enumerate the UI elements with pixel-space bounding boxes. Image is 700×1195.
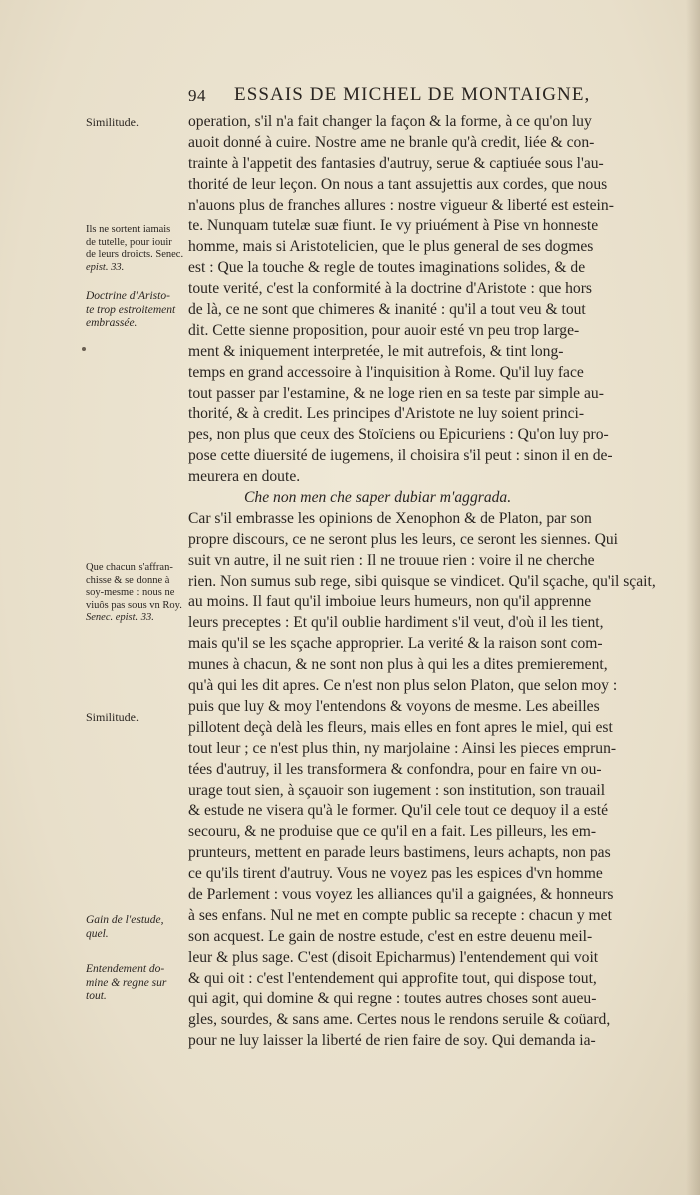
text-line: qui agit, qui domine & qui regne : toutes autres choses sont aueu-: [188, 990, 597, 1008]
text-line: propre discours, ce ne seront plus les leurs, ce seront les siennes. Qui: [188, 530, 619, 548]
text-line: auoit donné à cuire. Nostre ame ne branle qu'à credit, liée & con-: [188, 133, 595, 151]
text-line: gles, sourdes, & sans ame. Certes nous le rendons seruile & coüard,: [188, 1011, 611, 1029]
text-line: toute verité, c'est la conformité à la doctrine d'Aristote : que hors: [188, 280, 592, 298]
text-line: urage tout sien, à sçauoir son iugement : son institution, son trauail: [188, 781, 606, 799]
margin-note-similitude-2: Similitude.: [86, 711, 140, 724]
page-number: 94: [188, 86, 206, 105]
text-line: leur & plus sage. C'est (disoit Epicharmus) l'entendement qui voit: [188, 948, 599, 966]
text-line: pillotent deçà delà les fleurs, mais elles en font apres le miel, qui est: [188, 718, 613, 736]
page-gutter-shadow: [686, 0, 700, 1195]
text-line: dit. Cette sienne proposition, pour auoir esté vn peu trop large-: [188, 321, 580, 339]
margin-note-entendement: Entendement do- mine & regne sur tout.: [86, 963, 167, 1002]
text-line: tout leur ; ce n'est plus thin, ny marjolaine : Ainsi les pieces emprun-: [188, 739, 617, 757]
text-line: munes à chacun, & ne sont non plus à qui les a dites premierement,: [188, 656, 608, 674]
text-line: puis que luy & moy l'entendons & voyons de mesme. Les abeilles: [188, 697, 600, 715]
text-line: Car s'il embrasse les opinions de Xenophon & de Platon, par son: [188, 509, 592, 527]
text-line: homme, mais si Aristotelicien, que le plus general de ses dogmes: [188, 238, 594, 256]
text-line: pes, non plus que ceux des Stoïciens ou Epicuriens : Qu'on luy pro-: [188, 426, 609, 444]
text-line: ment & iniquement interpretée, le mit autrefois, & tint long-: [188, 342, 564, 360]
text-line: prunteurs, mettent en parade leurs bastimens, leurs achapts, non pas: [188, 844, 611, 862]
page-header: [188, 84, 648, 110]
text-line: tées d'autruy, il les transformera & confondra, pour en faire vn ou-: [188, 760, 602, 778]
text-line: temps en grand accessoire à l'inquisition à Rome. Qu'il luy face: [188, 363, 584, 381]
text-line: de là, ce ne sont que chimeres & inanité : qu'il a tout veu & tout: [188, 301, 586, 319]
text-line: te. Nunquam tutelæ suæ fiunt. Ie vy priuément à Pise vn honneste: [188, 217, 599, 235]
text-line: son acquest. Le gain de nostre estude, c'est en estre deuenu meil-: [188, 927, 593, 945]
margin-note-doctrine: Doctrine d'Aristo- te trop estroitement embrassée.: [86, 290, 176, 329]
text-line: de Parlement : vous voyez les alliances qu'il a gaignées, & honneurs: [188, 885, 614, 903]
margin-dot-mark: [82, 347, 86, 351]
margin-note-tutelle: Ils ne sortent iamais de tutelle, pour iouir de leurs droicts. Senec. epist. 33.: [86, 224, 184, 273]
text-line: suit vn autre, il ne suit rien : Il ne trouue rien : voire il ne cherche: [188, 551, 595, 569]
text-line: au moins. Il faut qu'il imboiue leurs humeurs, non qu'il apprenne: [188, 593, 592, 611]
text-line: qu'à qui les dit apres. Ce n'est non plus selon Platon, que selon moy :: [188, 677, 618, 695]
text-line: thorité, & à credit. Les principes d'Aristote ne luy soient princi-: [188, 405, 585, 423]
text-line: n'auons plus de franches allures : nostre vigueur & liberté est estein-: [188, 196, 614, 214]
verse-quotation: Che non men che saper dubiar m'aggrada.: [244, 489, 512, 507]
text-line: trainte à l'appetit des fantasies d'autruy, serue & captiuée sous l'au-: [188, 154, 604, 172]
text-line: est : Que la touche & regle de toutes imaginations solides, & de: [188, 259, 586, 277]
text-line: mais qu'il se les sçache approprier. La verité & la raison sont com-: [188, 635, 603, 653]
text-line: ce qu'ils tirent d'autruy. Vous ne voyez pas les espices d'vn homme: [188, 865, 603, 883]
text-line: tout passer par l'estamine, & ne loge rien en sa teste par simple au-: [188, 384, 604, 402]
text-line: secouru, & ne produise que ce qu'il en a fait. Les pilleurs, les em-: [188, 823, 597, 841]
text-line: & qui oit : c'est l'entendement qui approfite tout, qui dispose tout,: [188, 969, 597, 987]
text-line: pour ne luy laisser la liberté de rien faire de soy. Qui demanda ia-: [188, 1032, 596, 1050]
text-line: & estude ne visera qu'à le former. Qu'il cele tout ce dequoy il a esté: [188, 802, 609, 820]
text-line: operation, s'il n'a fait changer la façon & la forme, à ce qu'on luy: [188, 113, 592, 130]
text-line: à ses enfans. Nul ne met en compte public sa recepte : chacun y met: [188, 906, 612, 924]
text-line: meurera en doute.: [188, 468, 301, 486]
margin-note-gain: Gain de l'estude, quel.: [86, 914, 164, 940]
text-line: thorité de leur leçon. On nous a tant assujettis aux cordes, que nous: [188, 175, 608, 193]
main-text: [188, 112, 672, 1052]
margin-note-similitude-1: Similitude.: [86, 116, 140, 129]
text-line: leurs preceptes : Et qu'il oublie hardiment s'il veut, d'où il les tient,: [188, 614, 604, 632]
text-line: rien. Non sumus sub rege, sibi quisque se vindicet. Qu'il sçache, qu'il sçait,: [188, 572, 656, 590]
text-line: pose cette diuersité de iugemens, il choisira s'il peut : sinon il en de-: [188, 447, 613, 465]
margin-note-chacun: Que chacun s'affran- chisse & se donne à soy-mesme : nous ne viuôs pas sous vn Roy. Senec. epist. 33.: [86, 562, 182, 623]
running-title: ESSAIS DE MICHEL DE MONTAIGNE,: [234, 84, 591, 105]
